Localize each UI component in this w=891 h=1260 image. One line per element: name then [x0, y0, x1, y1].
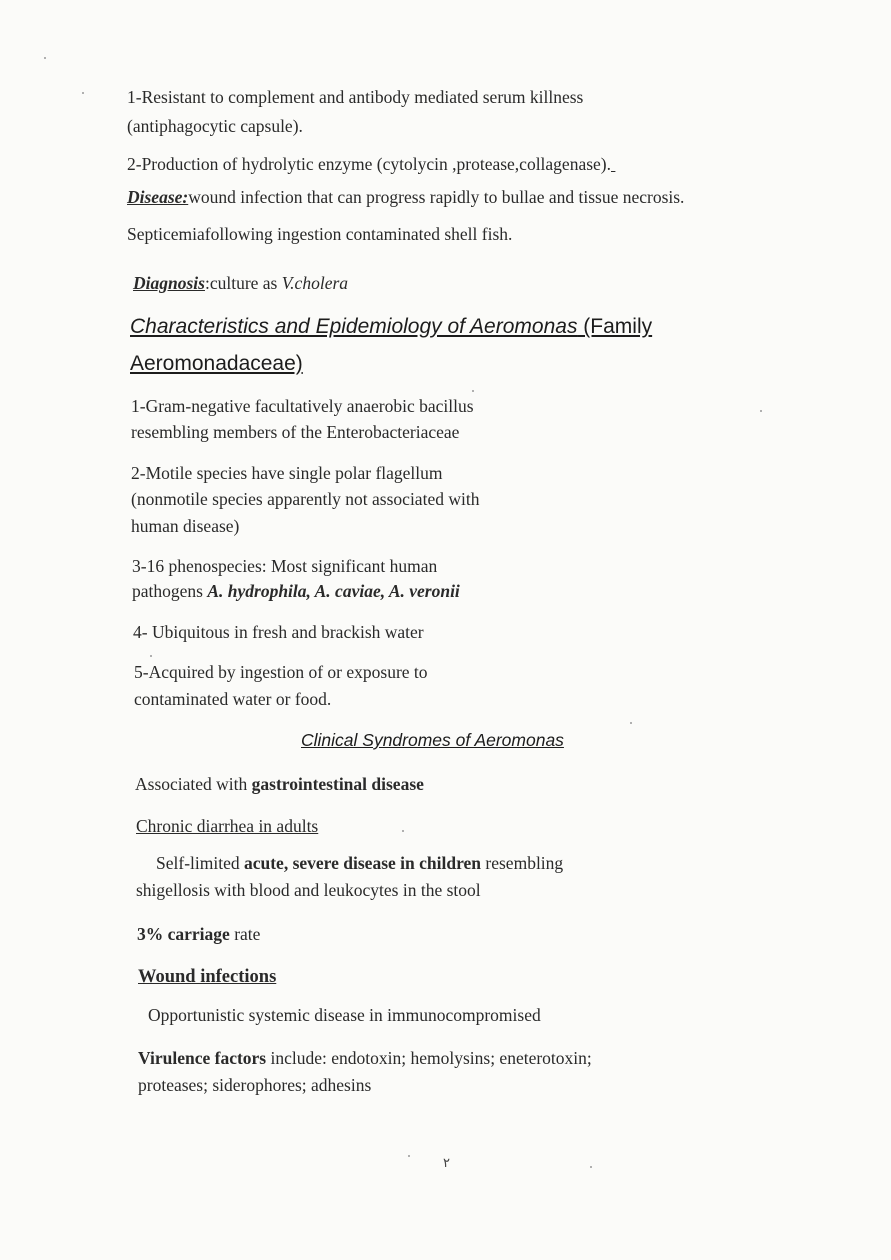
wound-infections-line: Wound infections — [138, 967, 277, 987]
scan-speck — [82, 92, 84, 94]
pathogens-prefix: pathogens — [132, 581, 208, 601]
enzyme-line — [127, 156, 615, 174]
disease-text: wound infection that can progress rapidly to bullae and tissue necrosis. — [188, 187, 685, 207]
associated-bold: gastrointestinal disease — [251, 774, 424, 794]
disease-label: Disease: — [127, 187, 189, 207]
enzyme-text: 2-Production of hydrolytic enzyme (cytolycin ,protease,collagenase). — [127, 154, 612, 174]
gram-negative-line-1: 1-Gram-negative facultatively anaerobic bacillus — [131, 396, 474, 416]
gram-negative-line-2: resembling members of the Enterobacteriaceae — [131, 422, 460, 442]
opportunistic-line: Opportunistic systemic disease in immunocompromised — [148, 1005, 541, 1025]
carriage-bold: 3% carriage — [137, 924, 230, 944]
chronic-diarrhea-line: Chronic diarrhea in adults — [136, 816, 319, 836]
diagnosis-label: Diagnosis — [133, 273, 205, 293]
scan-speck — [44, 57, 46, 59]
self-limited-suffix: resembling — [481, 853, 564, 873]
clinical-syndromes-heading: Clinical Syndromes of Aeromonas — [301, 730, 564, 750]
scan-speck — [760, 410, 762, 412]
virulence-bold: Virulence factors — [138, 1048, 267, 1068]
carriage-suffix: rate — [229, 924, 261, 944]
associated-prefix: Associated with — [135, 774, 252, 794]
self-limited-bold: acute, severe disease in children — [243, 853, 482, 873]
page-number: ٢ — [443, 1155, 450, 1170]
resistance-line-1: 1-Resistant to complement and antibody mediated serum killness — [127, 87, 584, 107]
carriage-line — [137, 926, 260, 944]
motile-line-3: human disease) — [131, 516, 240, 536]
ubiquitous-line: 4- Ubiquitous in fresh and brackish water — [133, 622, 424, 642]
resistance-line-2: (antiphagocytic capsule). — [127, 116, 303, 136]
virulence-line-1 — [138, 1050, 592, 1068]
aeromonas-heading-italic: Characteristics and Epidemiology of Aeromonas — [130, 315, 578, 338]
diagnosis-line — [133, 275, 348, 293]
acquired-line-2: contaminated water or food. — [134, 689, 332, 709]
scan-speck — [590, 1166, 592, 1168]
motile-line-2: (nonmotile species apparently not associated with — [131, 489, 480, 509]
aeromonas-heading-line-1 — [130, 316, 652, 337]
phenospecies-line-2 — [132, 583, 460, 601]
scan-speck — [408, 1155, 410, 1157]
diagnosis-organism: V.cholera — [281, 273, 349, 293]
scan-speck — [472, 390, 474, 392]
self-limited-prefix: Self-limited — [156, 853, 244, 873]
diagnosis-text: :culture as — [204, 273, 282, 293]
self-limited-line-1 — [156, 855, 563, 873]
phenospecies-line-1: 3-16 phenospecies: Most significant human — [132, 556, 438, 576]
septicemia-line: Septicemiafollowing ingestion contaminated shell fish. — [127, 224, 513, 244]
associated-line — [135, 776, 424, 794]
scan-speck — [150, 655, 152, 657]
disease-line — [127, 189, 684, 207]
virulence-line-2: proteases; siderophores; adhesins — [138, 1075, 372, 1095]
pathogen-species: A. hydrophila, A. caviae, A. veronii — [207, 581, 460, 601]
aeromonas-heading-family-name: Aeromonadaceae) — [130, 352, 303, 375]
virulence-text: include: endotoxin; hemolysins; eneterotoxin; — [266, 1048, 592, 1068]
self-limited-line-2: shigellosis with blood and leukocytes in the stool — [136, 880, 481, 900]
aeromonas-heading-family: (Family — [577, 315, 653, 338]
acquired-line-1: 5-Acquired by ingestion of or exposure to — [134, 662, 428, 682]
scan-speck — [630, 722, 632, 724]
aeromonas-heading-line-2 — [130, 353, 303, 374]
scan-speck — [402, 830, 404, 832]
motile-line-1: 2-Motile species have single polar flagellum — [131, 463, 443, 483]
